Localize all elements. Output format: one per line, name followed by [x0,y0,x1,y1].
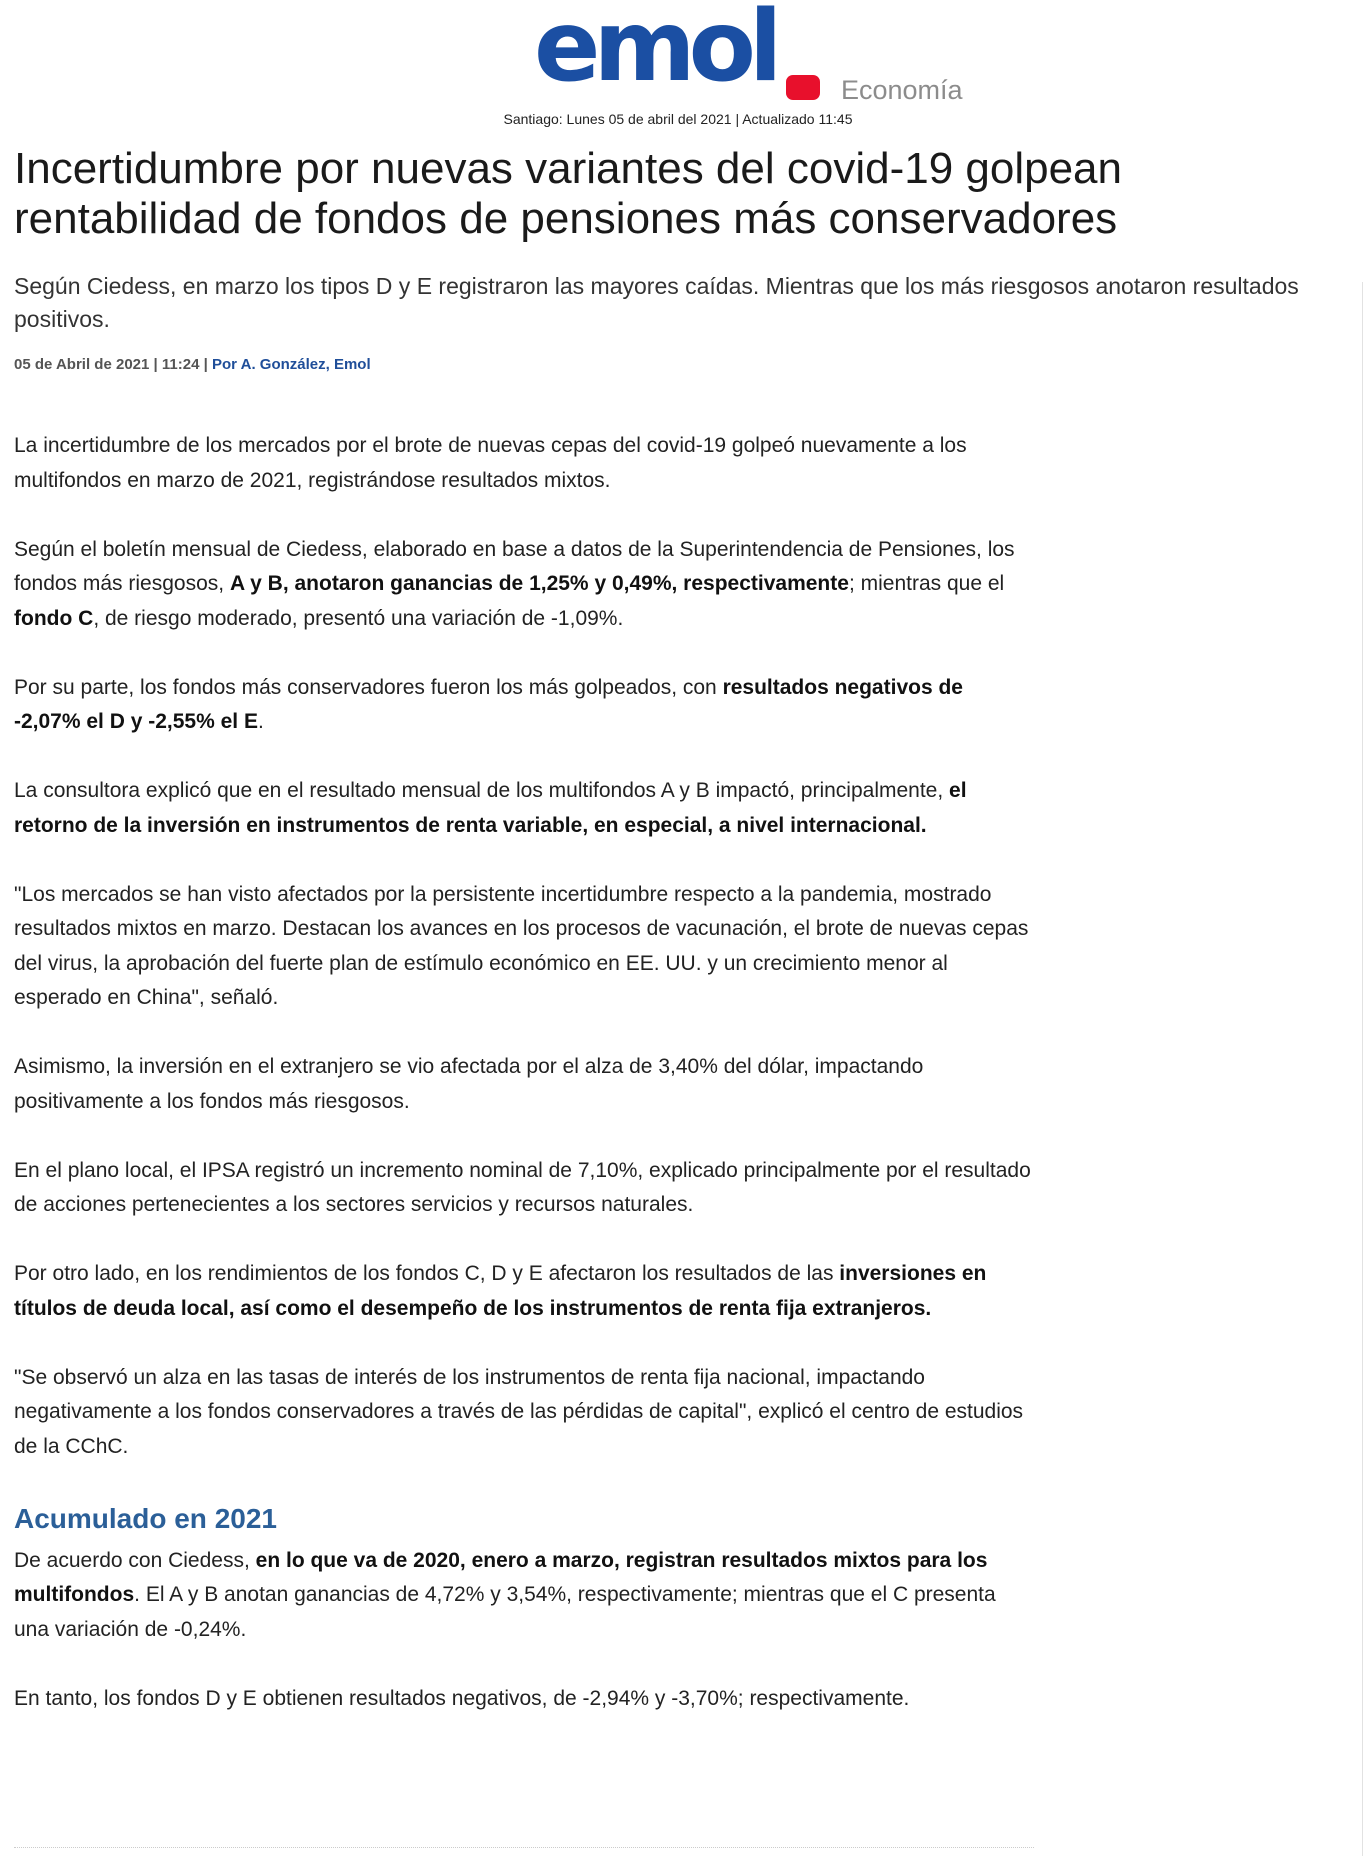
paragraph-bold: resultados negativos de -2,07% el D y -2,55% el E [14,675,963,733]
paragraph-bold: fondo C [14,606,94,630]
paragraph-6: Asimismo, la inversión en el extranjero se vio afectada por el alza de 3,40% del dólar, impactando positivamente a los fondos más riesgosos. [14,1055,924,1113]
article-title: Incertidumbre por nuevas variantes del covid-19 golpean rentabilidad de fondos de pensiones más conservadores [14,144,1122,243]
article-end-divider [14,1847,1034,1848]
byline-date: 05 de Abril de 2021 [14,356,150,373]
paragraph-text: De acuerdo con Ciedess, [14,1548,256,1572]
logo-dot-icon [786,75,820,100]
site-header [0,0,1366,130]
paragraph-bold: en lo que va de 2020, enero a marzo, registran resultados mixtos para los multifondos [14,1548,988,1606]
dateline: Santiago: Lunes 05 de abril del 2021 | Actualizado 11:45 [503,111,853,127]
byline-time: 11:24 [161,356,200,373]
paragraph-7: En el plano local, el IPSA registró un incremento nominal de 7,10%, explicado principalmente por el resultado de acciones pertenecientes a los sectores servicios y recursos naturales. [14,1158,1031,1216]
article-byline: 05 de Abril de 2021 | 11:24 | Por A. González, Emol [14,356,371,373]
paragraph-text: Según el boletín mensual de Ciedess, elaborado en base a datos de la Superintendencia de Pensiones, los fondos más riesgosos, [14,537,1015,595]
article-body [14,429,1034,1751]
paragraph-5: "Los mercados se han visto afectados por la persistente incertidumbre respecto a la pandemia, mostrado resultados mixtos en marzo. Destacan los avances en los procesos de vacunación, el brote de nuevas cepas del virus, la aprobación del fuerte plan de estímulo económico en EE. UU. y un crecimiento menor al esperado en China", señaló. [14,882,1029,1009]
paragraph-9: "Se observó un alza en las tasas de interés de los instrumentos de renta fija nacional, impactando negativamente a los fondos conservadores a través de las pérdidas de capital", explicó el centro de estudios de la CChC. [14,1365,1024,1458]
page-divider [1362,282,1363,1856]
paragraph-4 [14,774,1034,843]
byline-author[interactable]: Por A. González, Emol [212,356,371,373]
section-heading: Acumulado en 2021 [14,1502,277,1534]
paragraph-2 [14,533,1034,637]
emol-logo[interactable]: emol [534,0,776,104]
paragraph-text: ; mientras que el [848,572,1005,595]
paragraph-text: , de riesgo moderado, presentó una variación de -1,09%. [93,606,624,630]
section-label[interactable]: Economía [841,75,963,105]
paragraph-8 [14,1257,1034,1326]
paragraph-text: . [257,710,264,733]
paragraph-3 [14,671,1034,740]
paragraph-text: . El A y B anotan ganancias de 4,72% y 3,54%, respectivamente; mientras que el C presenta una variación de -0,24%. [14,1583,996,1641]
paragraph-bold: inversiones en títulos de deuda local, así como el desempeño de los instrumentos de renta fija extranjeros. [14,1262,987,1320]
paragraph-10 [14,1544,1034,1648]
article-subtitle: Según Ciedess, en marzo los tipos D y E registraron las mayores caídas. Mientras que los más riesgosos anotaron resultados positivos. [14,273,1299,332]
paragraph-11: En tanto, los fondos D y E obtienen resultados negativos, de -2,94% y -3,70%; respectivamente. [14,1686,910,1710]
paragraph-bold: A y B, anotaron ganancias de 1,25% y 0,49%, respectivamente [229,572,849,595]
paragraph-1: La incertidumbre de los mercados por el brote de nuevas cepas del covid-19 golpeó nuevamente a los multifondos en marzo de 2021, registrándose resultados mixtos. [14,434,967,492]
paragraph-bold: el retorno de la inversión en instrumentos de renta variable, en especial, a nivel internacional. [14,779,967,837]
paragraph-text: Por su parte, los fondos más conservadores fueron los más golpeados, con [14,675,723,699]
paragraph-text: Por otro lado, en los rendimientos de los fondos C, D y E afectaron los resultados de las [14,1262,840,1285]
paragraph-text: La consultora explicó que en el resultado mensual de los multifondos A y B impactó, principalmente, [14,779,950,802]
